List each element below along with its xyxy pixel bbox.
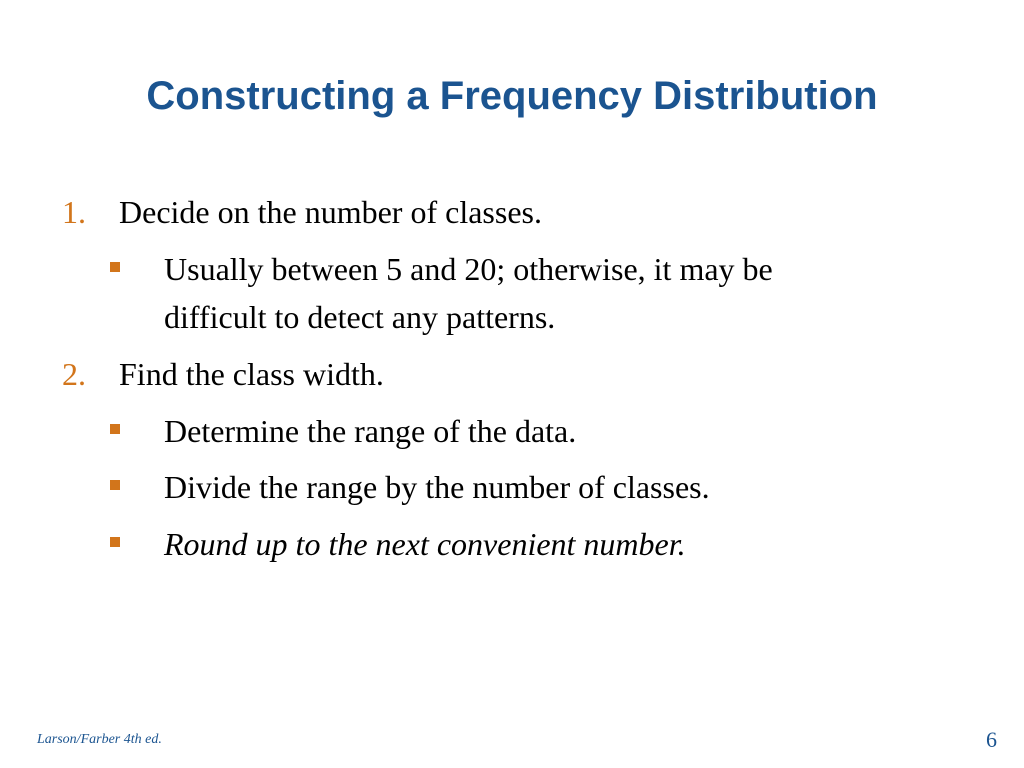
square-bullet-icon (110, 424, 120, 434)
square-bullet-icon (110, 262, 120, 272)
page-number: 6 (986, 727, 997, 752)
sub-item-2-1: Determine the range of the data. (164, 413, 577, 449)
footer-citation: Larson/Farber 4th ed. (37, 732, 162, 747)
list-number-1: 1. (62, 194, 86, 230)
list-item-1-text: Decide on the number of classes. (119, 194, 542, 230)
sub-item-2-2: Divide the range by the number of classes. (164, 469, 710, 505)
list-number-2: 2. (62, 356, 86, 392)
square-bullet-icon (110, 537, 120, 547)
list-item-2-text: Find the class width. (119, 356, 384, 392)
sub-item-1-1-line-1: Usually between 5 and 20; otherwise, it may be (164, 251, 773, 287)
slide-title: Constructing a Frequency Distribution (146, 74, 878, 118)
sub-item-2-3: Round up to the next convenient number. (164, 526, 686, 562)
square-bullet-icon (110, 480, 120, 490)
sub-item-1-1-line-2: difficult to detect any patterns. (164, 299, 556, 335)
